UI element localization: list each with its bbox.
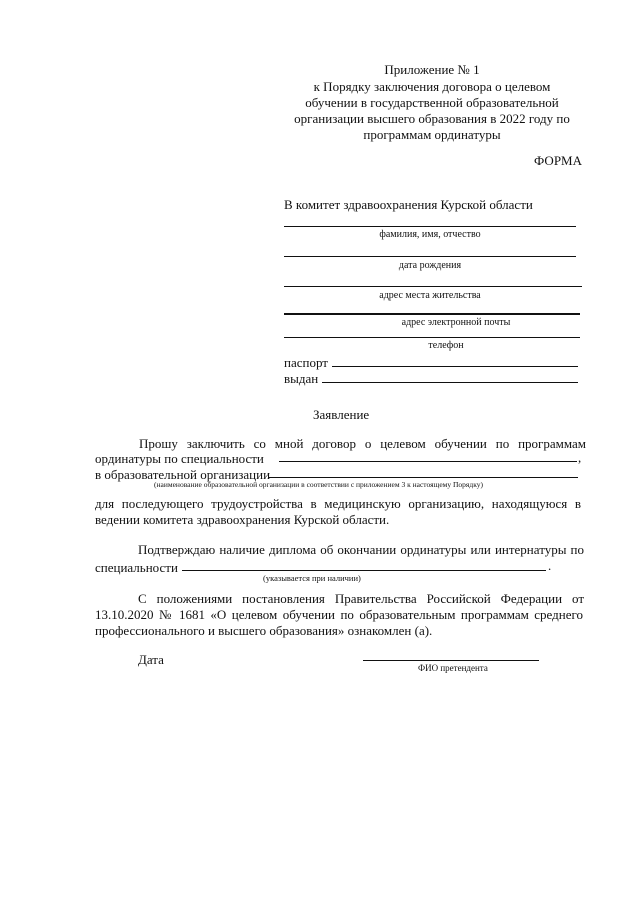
- specialty-comma: ,: [578, 450, 582, 465]
- appendix-line-1: к Порядку заключения договора о целевом: [313, 79, 551, 94]
- organization-line[interactable]: [268, 477, 578, 478]
- date-label: Дата: [138, 652, 164, 667]
- signature-caption: ФИО претендента: [418, 663, 488, 673]
- phone-caption: телефон: [428, 340, 464, 351]
- appendix-number: Приложение № 1: [384, 62, 480, 77]
- passport-line[interactable]: [332, 366, 578, 367]
- diploma-specialty-line[interactable]: [182, 570, 546, 571]
- signature-line[interactable]: [363, 660, 539, 661]
- address-line[interactable]: [284, 286, 582, 287]
- issued-line[interactable]: [322, 382, 578, 383]
- appendix-line-3: организации высшего образования в 2022 году по: [294, 111, 570, 126]
- diploma-line-1: Подтверждаю наличие диплома об окончании ординатуры или интернатуры по: [138, 542, 584, 557]
- statement-title: Заявление: [313, 407, 370, 422]
- full-name-line[interactable]: [284, 226, 576, 227]
- birth-date-line[interactable]: [284, 256, 576, 257]
- issued-label: выдан: [284, 371, 319, 386]
- regulation-line-3: профессионального и высшего образования» ознакомлен (а).: [95, 623, 433, 638]
- appendix-line-4: программам ординатуры: [363, 127, 501, 142]
- birth-date-caption: дата рождения: [398, 260, 462, 271]
- appendix-line-2: обучении в государственной образовательной: [305, 95, 559, 110]
- specialty-label: ординатуры по специальности: [95, 451, 264, 466]
- employment-line-1: для последующего трудоустройства в медицинскую организацию, находящуюся в: [95, 496, 581, 511]
- email-line[interactable]: [284, 313, 580, 315]
- diploma-dot: .: [548, 558, 552, 573]
- regulation-line-2: 13.10.2020 № 1681 «О целевом обучении по образовательным программам среднего: [95, 607, 583, 622]
- email-caption: адрес электронной почты: [401, 317, 511, 328]
- request-line-1: Прошу заключить со мной договор о целевом обучении по программам: [139, 436, 586, 451]
- address-caption: адрес места жительства: [379, 290, 481, 301]
- regulation-line-1: С положениями постановления Правительства Российской Федерации от: [138, 591, 584, 606]
- full-name-caption: фамилия, имя, отчество: [379, 229, 481, 240]
- phone-line[interactable]: [284, 337, 580, 338]
- employment-line-2: ведении комитета здравоохранения Курской области.: [95, 512, 390, 527]
- diploma-specialty-label: специальности: [95, 560, 178, 575]
- form-label: ФОРМА: [534, 153, 582, 168]
- organization-label: в образовательной организации: [95, 467, 271, 482]
- passport-label: паспорт: [284, 355, 328, 370]
- diploma-note: (указывается при наличии): [263, 573, 361, 583]
- addressee: В комитет здравоохранения Курской области: [284, 197, 533, 212]
- organization-note: (наименование образовательной организации в соответствии с приложением 3 к настоящему Порядку): [154, 480, 483, 489]
- specialty-line[interactable]: [279, 461, 577, 462]
